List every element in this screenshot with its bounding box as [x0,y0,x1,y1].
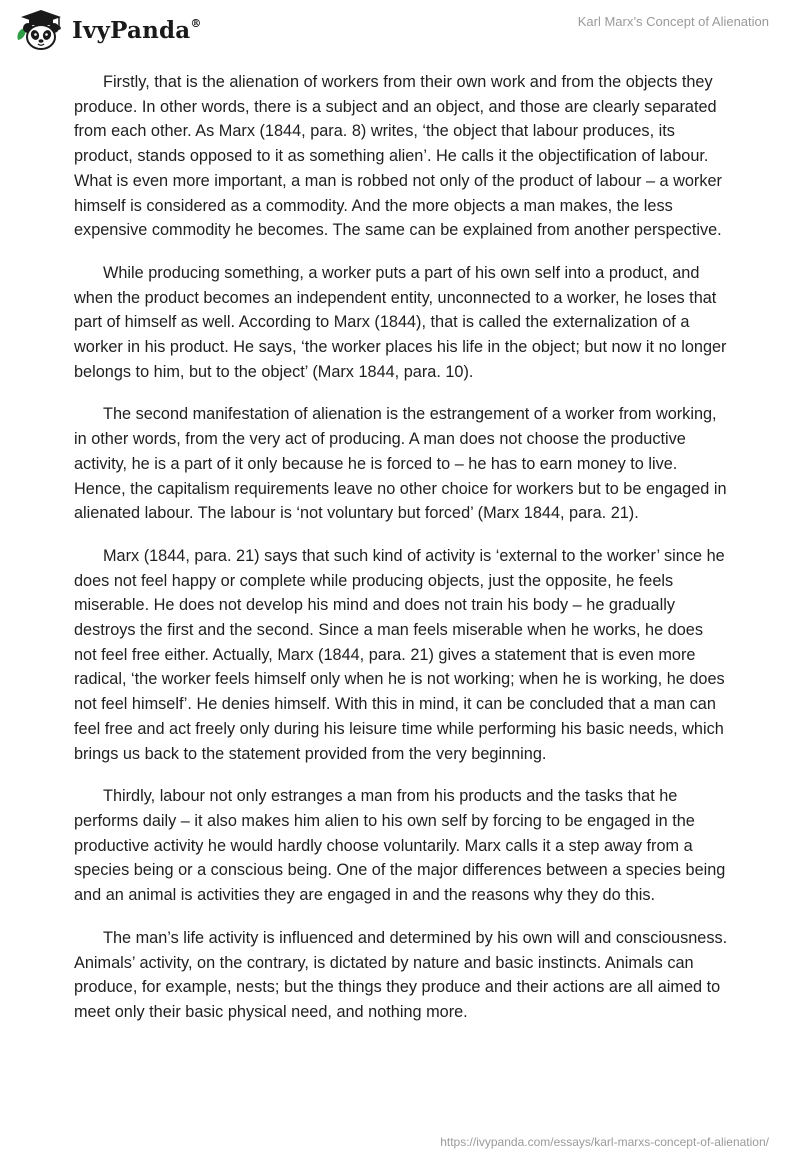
essay-paragraph: Firstly, that is the alienation of workers from their own work and from the objects they produce. In other words, there is a subject and an object, and those are clearly separated from each other. As Marx (1844, para. 8) writes, ‘the object that labour produces, its product, stands opposed to it as something alien’. He calls it the objectification of labour. What is even more important, a man is robbed not only of the product of labour – a worker himself is considered as a commodity. And the more objects a man makes, the less expensive commodity he becomes. The same can be explained from another perspective. [74,73,722,240]
ivypanda-logo[interactable] [14,8,202,52]
document-title: Karl Marx’s Concept of Alienation [577,14,769,29]
page-header [0,0,800,60]
essay-paragraph: The man’s life activity is influenced and determined by his own will and consciousness. Animals’ activity, on the contrary, is dictated by nature and basic instincts. Animals can produce, for example, nests; but the things they produce and their actions are all aimed to meet only their basic physical need, and nothing more. [74,928,728,1021]
registered-mark: ® [190,16,202,30]
panda-graduate-icon [14,8,68,52]
essay-paragraph: Marx (1844, para. 21) says that such kind of activity is ‘external to the worker’ since he does not feel happy or complete while producing objects, just the opposite, he feels miserable. He does not develop his mind and does not train his body – he gradually destroys the first and the second. Since a man feels miserable when he works, he does not feel free either. Actually, Marx (1844, para. 21) gives a statement that is even more radical, ‘the worker feels himself only when he is not working; when he is working, he does not feel himself’. He denies himself. With this in mind, it can be concluded that a man can feel free and act freely only during his leisure time while performing his basic needs, which brings us back to the statement provided from the very beginning. [74,546,725,763]
source-url[interactable]: https://ivypanda.com/essays/karl-marxs-concept-of-alienation/ [440,1135,769,1149]
essay-paragraph: The second manifestation of alienation is the estrangement of a worker from working, in other words, from the very act of producing. A man does not choose the productive activity, he is a part of it only because he is forced to – he has to earn money to live. Hence, the capitalism requirements leave no other choice for workers but to be engaged in alienated labour. The labour is ‘not voluntary but forced’ (Marx 1844, para. 21). [74,405,727,523]
essay-paragraph: Thirdly, labour not only estranges a man from his products and the tasks that he performs daily – it also makes him alien to his own self by forcing to be engaged in the productive activity he would hardly choose voluntarily. Marx calls it a step away from a species being or a conscious being. One of the major differences between a species being and an animal is activities they are engaged in and the reasons why they do this. [74,787,726,905]
brand-name: IvyPanda® [72,16,202,44]
essay-paragraph: While producing something, a worker puts a part of his own self into a product, and when the product becomes an independent entity, unconnected to a worker, he loses that part of himself as well. According to Marx (1844), that is called the externalization of a worker in his product. He says, ‘the worker places his life in the object; but now it no longer belongs to him, but to the object’ (Marx 1844, para. 10). [74,263,727,381]
essay-body [74,70,728,1043]
